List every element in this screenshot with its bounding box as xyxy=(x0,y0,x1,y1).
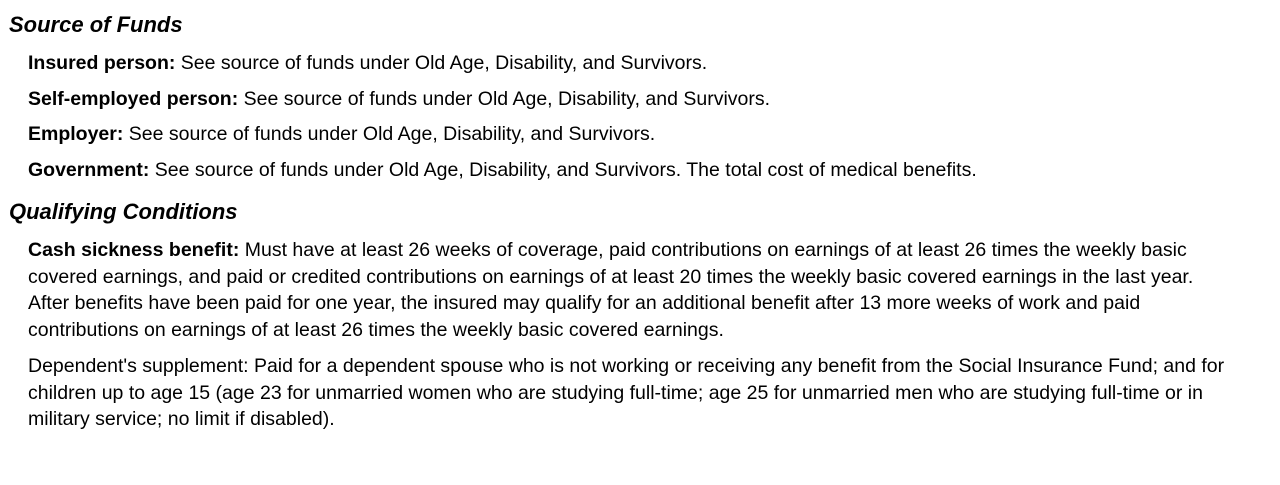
funds-item-label: Government: xyxy=(28,158,150,181)
qualifying-conditions-section xyxy=(9,197,1270,433)
funds-item-label: Self-employed person: xyxy=(28,87,239,110)
section-title-qualifying-conditions: Qualifying Conditions xyxy=(9,199,238,224)
funds-item-insured-person xyxy=(28,50,1270,77)
funds-item-self-employed-person xyxy=(28,86,1270,113)
condition-item-dependents-supplement xyxy=(28,353,1270,433)
source-of-funds-section xyxy=(9,10,1270,183)
funds-item-text: See source of funds under Old Age, Disability, and Survivors. The total cost of medical benefits. xyxy=(149,158,977,181)
funds-item-text: See source of funds under Old Age, Disability, and Survivors. xyxy=(123,123,656,145)
funds-item-government xyxy=(28,157,1270,184)
funds-item-label: Insured person: xyxy=(28,52,176,74)
funds-item-employer xyxy=(28,121,1270,148)
section-title-source-of-funds: Source of Funds xyxy=(9,12,183,37)
condition-item-label: Cash sickness benefit: xyxy=(28,239,240,261)
funds-item-label: Employer: xyxy=(28,123,124,145)
condition-item-text: Dependent's supplement: Paid for a dependent spouse who is not working or receiving any benefit from the Social Insurance Fund; and for children up to age 15 (age 23 for unmarried women who are studying full-time; age 25 for unmarried men who are studying full-time or in military service; no limit if disabled). xyxy=(28,355,1225,430)
condition-item-cash-sickness-benefit xyxy=(28,237,1270,343)
condition-item-text: Must have at least 26 weeks of coverage, paid contributions on earnings of at least 26 times the weekly basic covered earnings, and paid or credited contributions on earnings of at least 20 times the weekly basic covered earnings in the last year. After benefits have been paid for one year, the insured may qualify for an additional benefit after 13 more weeks of work and paid contributions on earnings of at least 26 times the weekly basic covered earnings. xyxy=(28,239,1194,341)
funds-item-text: See source of funds under Old Age, Disability, and Survivors. xyxy=(238,87,771,110)
funds-item-text: See source of funds under Old Age, Disability, and Survivors. xyxy=(175,52,708,74)
